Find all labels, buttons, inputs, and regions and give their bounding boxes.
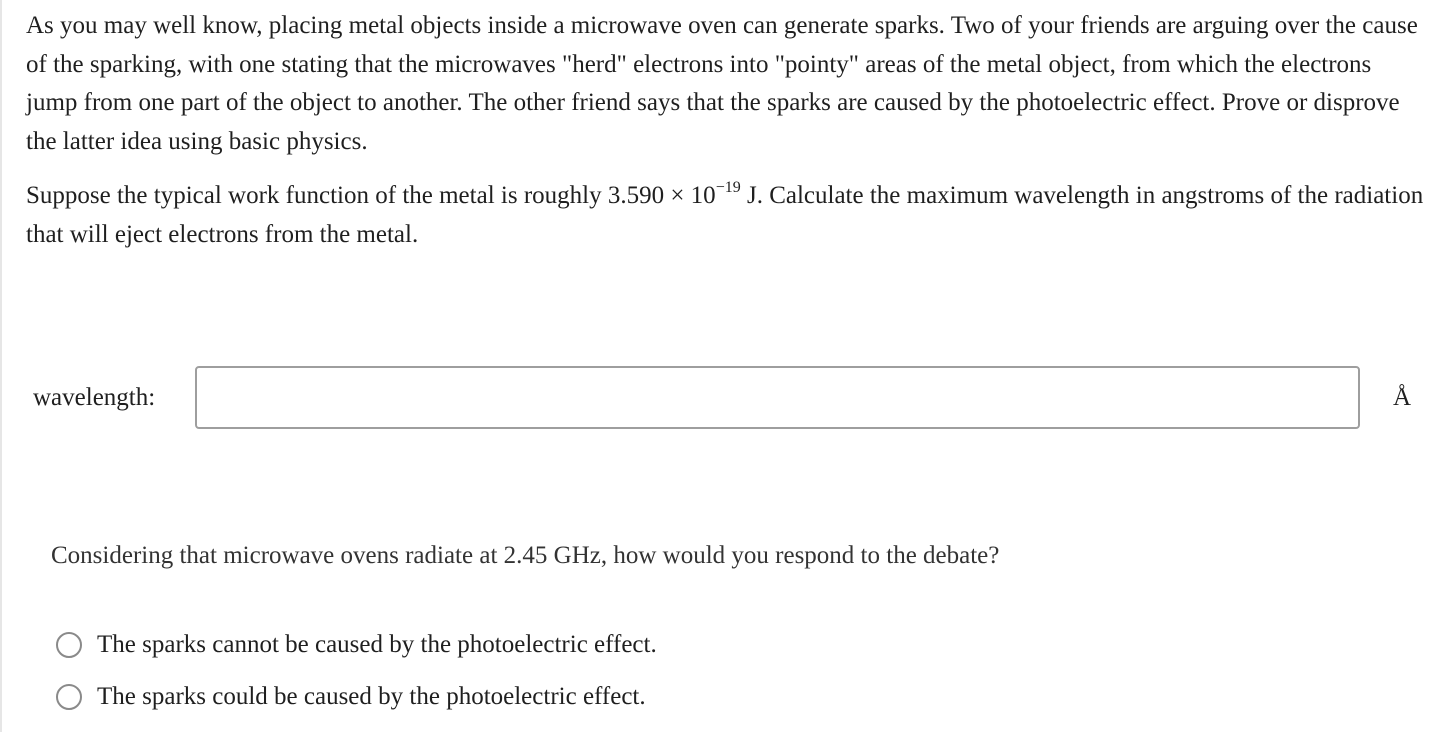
option-cannot-be-photoelectric[interactable]	[56, 628, 657, 662]
prompt-text-end: J. Calculate the maximum wavelength in angstroms of the radiation that will eject electrons from the metal.	[26, 182, 1424, 248]
angstrom-unit: Å	[1393, 384, 1412, 411]
option-label[interactable]: The sparks could be caused by the photoelectric effect.	[97, 683, 646, 710]
wavelength-label: wavelength:	[33, 384, 156, 411]
radio-button[interactable]	[56, 632, 82, 658]
option-label[interactable]: The sparks cannot be caused by the photoelectric effect.	[97, 631, 657, 658]
prompt-text-start: Suppose the typical work function of the metal is roughly 3.590 × 10	[26, 182, 716, 209]
part2-question: Considering that microwave ovens radiate at 2.45 GHz, how would you respond to the debate?	[51, 542, 1000, 569]
radio-button[interactable]	[56, 684, 82, 710]
wavelength-answer-row	[0, 366, 1438, 430]
option-could-be-photoelectric[interactable]	[56, 680, 646, 714]
prompt-exponent: −19	[715, 178, 741, 196]
part1-prompt	[26, 177, 1426, 254]
problem-intro: As you may well know, placing metal objects inside a microwave oven can generate sparks. Two of your friends are arguing over the cause of the sparking, with one stating that the microwaves "herd" electrons into "pointy" areas of the metal object, from which the electrons jump from one part of the object to another. The other friend says that the sparks are caused by the photoelectric effect. Prove or disprove the latter idea using basic physics.	[26, 12, 1418, 155]
wavelength-input[interactable]	[195, 366, 1360, 429]
